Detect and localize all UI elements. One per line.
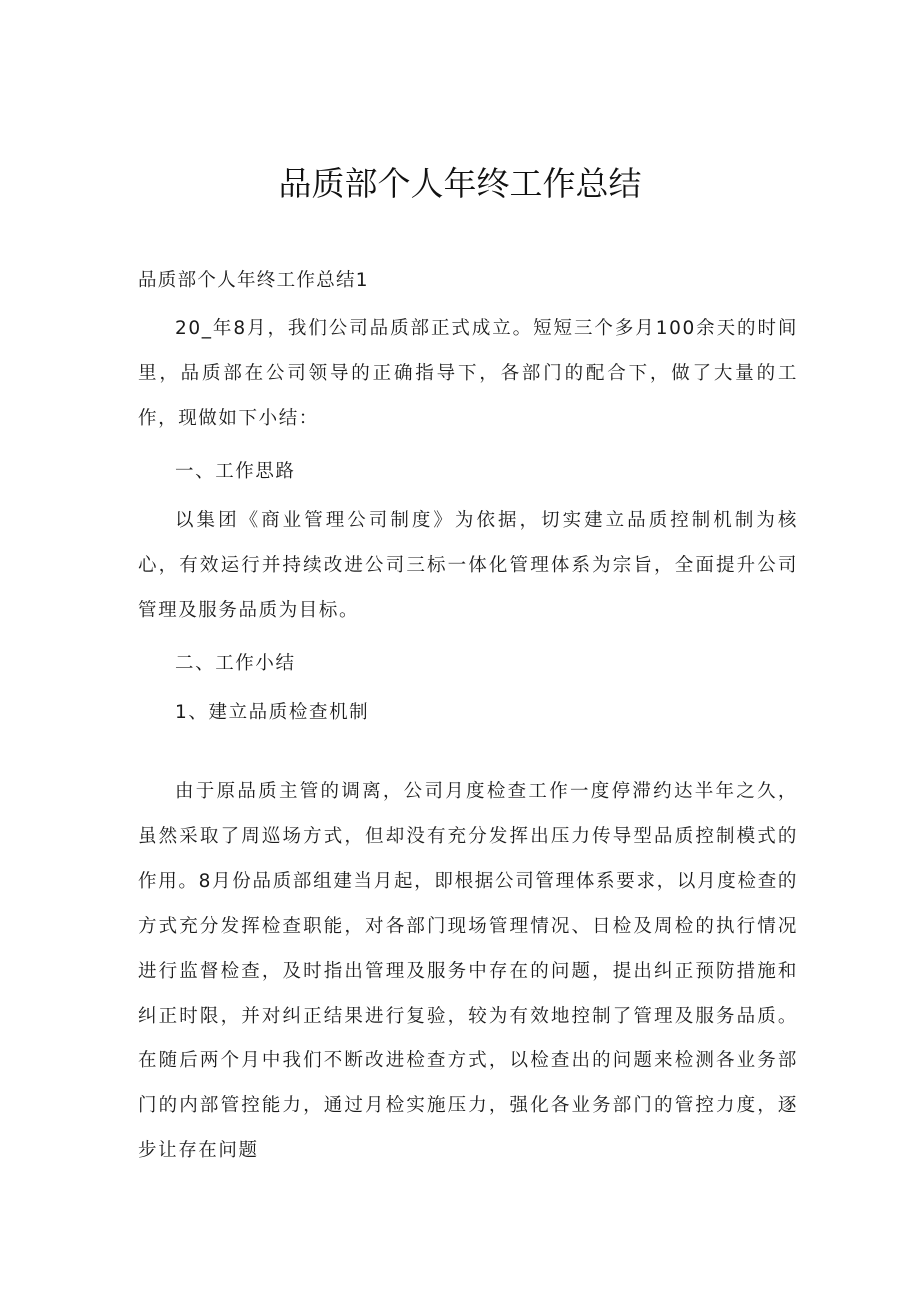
- paragraph-work-approach: 以集团《商业管理公司制度》为依据，切实建立品质控制机制为核心，有效运行并持续改进公司三标一体化管理体系为宗旨，全面提升公司管理及服务品质为目标。: [138, 510, 798, 621]
- paragraph-inspection-mechanism: 由于原品质主管的调离，公司月度检查工作一度停滞约达半年之久，虽然采取了周巡场方式，但却没有充分发挥出压力传导型品质控制模式的作用。8月份品质部组建当月起，即根据公司管理体系要求，以月度检查的方式充分发挥检查职能，对各部门现场管理情况、日检及周检的执行情况进行监督检查，及时指出管理及服务中存在的问题，提出纠正预防措施和纠正时限，并对纠正结果进行复验，较为有效地控制了管理及服务品质。在随后两个月中我们不断改进检查方式，以检查出的问题来检测各业务部门的内部管控能力，通过月检实施压力，强化各业务部门的管控力度，逐步让存在问题: [138, 781, 798, 1162]
- document-subtitle: 品质部个人年终工作总结1: [138, 270, 369, 291]
- section-heading-work-summary: 二、工作小结: [175, 653, 296, 674]
- section-heading-work-approach: 一、工作思路: [175, 461, 296, 482]
- subsection-heading-inspection-mechanism: 1、建立品质检查机制: [175, 702, 370, 723]
- document-title: 品质部个人年终工作总结: [278, 164, 642, 203]
- paragraph-intro: 20_年8月，我们公司品质部正式成立。短短三个多月100余天的时间里，品质部在公司领导的正确指导下，各部门的配合下，做了大量的工作，现做如下小结：: [138, 318, 798, 429]
